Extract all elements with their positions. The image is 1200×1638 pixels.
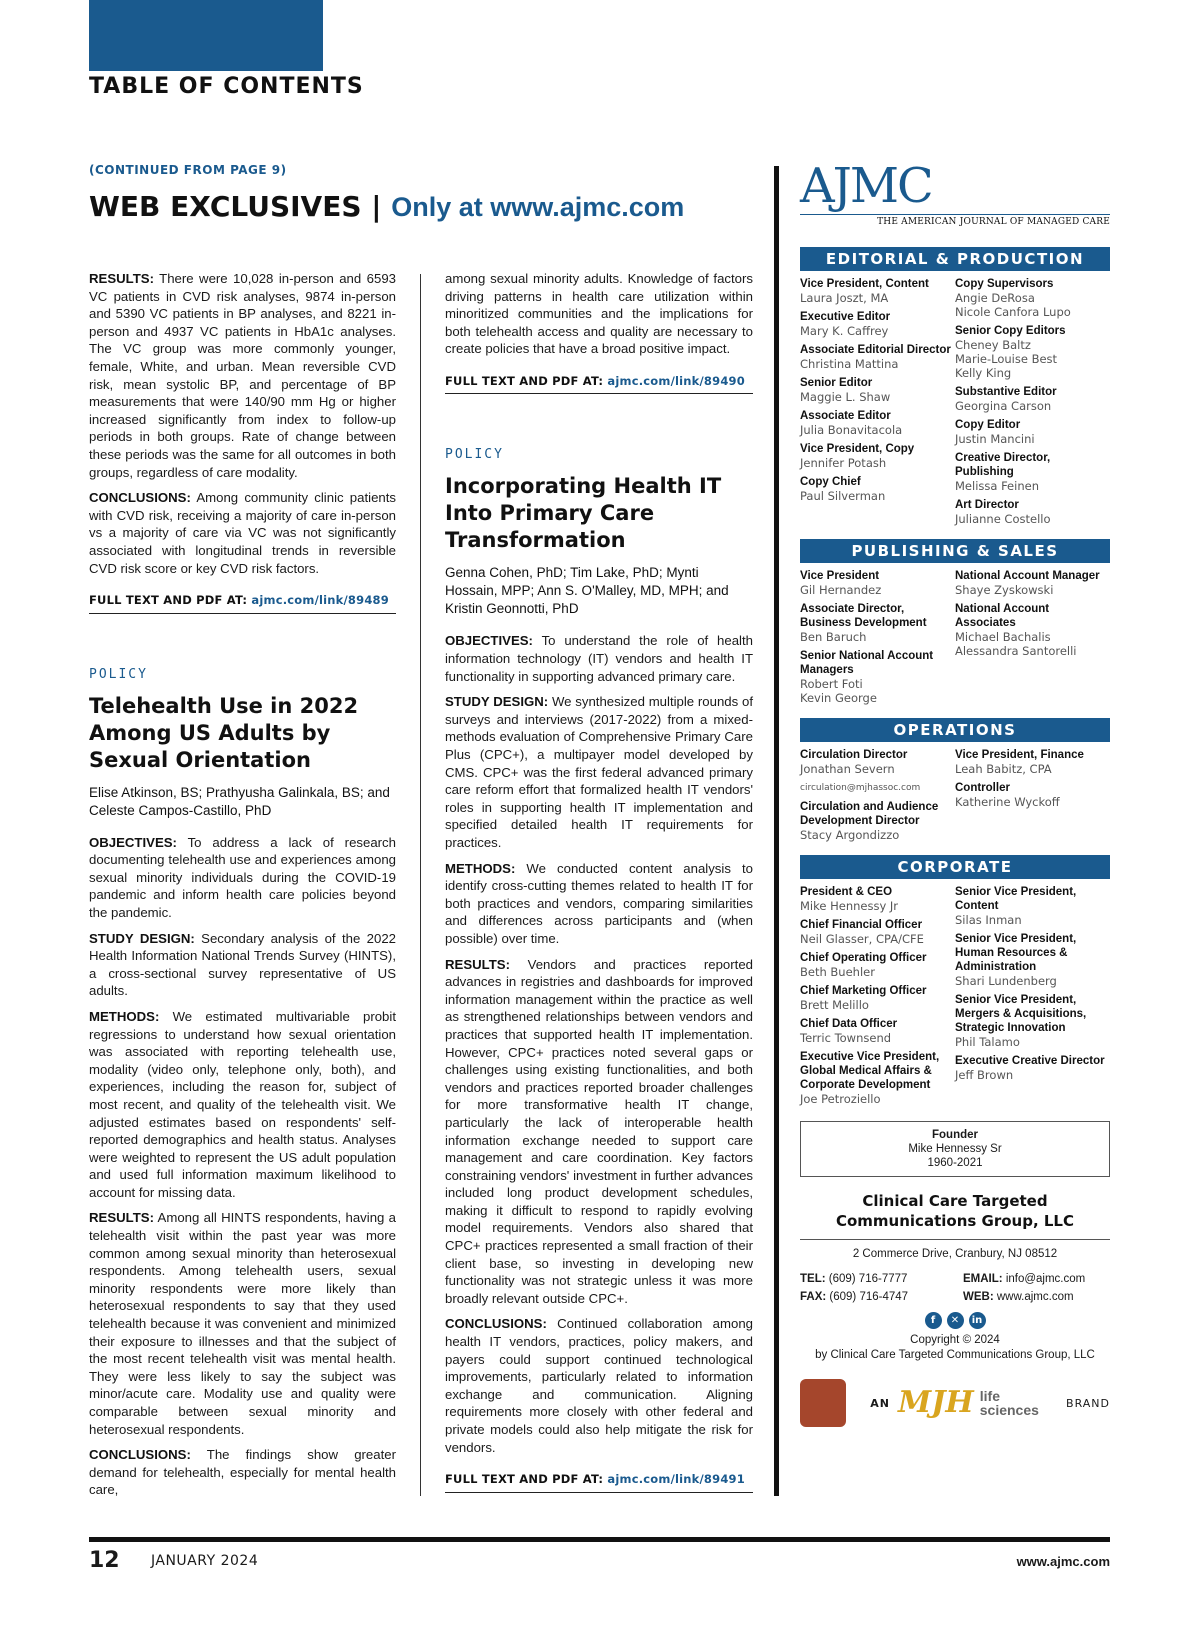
social-links bbox=[800, 1312, 1110, 1329]
company-address: 2 Commerce Drive, Cranbury, NJ 08512 bbox=[852, 1248, 1058, 1260]
staff-name: Jonathan Severn bbox=[800, 762, 895, 776]
founder-name: Mike Hennessy Sr bbox=[908, 1143, 1002, 1155]
linkedin-icon[interactable]: in bbox=[969, 1312, 986, 1329]
staff-name: Paul Silverman bbox=[800, 489, 886, 503]
staff-name: Leah Babitz, CPA bbox=[955, 762, 1052, 776]
article-title[interactable]: Telehealth Use in 2022 Among US Adults by Sexual Orientation bbox=[89, 693, 359, 772]
staff-name: Brett Melillo bbox=[800, 998, 869, 1012]
full-text-link[interactable]: ajmc.com/link/89491 bbox=[607, 1472, 745, 1487]
staff-name: Mary K. Caffrey bbox=[800, 324, 889, 338]
staff-role: Copy Editor bbox=[955, 419, 1021, 431]
editorial-grid bbox=[800, 277, 1110, 531]
fax-label: FAX: bbox=[800, 1291, 827, 1303]
header-color-bar bbox=[89, 0, 323, 71]
mjh-logo: MJH bbox=[898, 1385, 974, 1420]
corporate-left bbox=[800, 885, 955, 1111]
results-paragraph-2 bbox=[89, 1209, 396, 1438]
article-authors: Elise Atkinson, BS; Prathyusha Galinkala, BS; and Celeste Campos-Castillo, PhD bbox=[89, 784, 390, 818]
staff-name: Cheney Baltz Marie-Louise Best Kelly King bbox=[955, 338, 1058, 380]
operations-right bbox=[955, 748, 1110, 847]
web-exclusives-title: WEB EXCLUSIVES | bbox=[89, 190, 382, 223]
staff-role: Chief Financial Officer bbox=[800, 919, 923, 931]
staff-name: Gil Hernandez bbox=[800, 583, 882, 597]
fax-value: (609) 716-4747 bbox=[829, 1291, 909, 1303]
page-number: 12 bbox=[89, 1548, 120, 1573]
corporate-right bbox=[955, 885, 1110, 1111]
staff-name: Angie DeRosa Nicole Canfora Lupo bbox=[955, 291, 1071, 319]
staff-name: Mike Hennessy Jr bbox=[800, 899, 899, 913]
staff-role: President & CEO bbox=[800, 886, 893, 898]
staff-role: Vice President, Copy bbox=[800, 443, 915, 455]
staff-name: Shaye Zyskowski bbox=[955, 583, 1054, 597]
ajmc-logo: AJMC bbox=[800, 158, 932, 214]
staff-name: Jennifer Potash bbox=[800, 456, 887, 470]
methods-text: We estimated multivariable probit regressions to understand how sexual orientation was associated with reporting telehealth use, modality (video only, telephone only, both), and experiences, including the reason for, subject of most recent, and quality of the telehealth visit. We adjusted estimates based on respondents' self-reported demographics and health status. Analyses were weighted to represent the US adult population and used full information maximum likelihood to account for missing data. bbox=[89, 1008, 396, 1200]
conclusions-label: CONCLUSIONS: bbox=[89, 1447, 191, 1463]
column-divider bbox=[420, 274, 421, 1496]
full-text-label: FULL TEXT AND PDF AT: bbox=[445, 1472, 604, 1487]
operations-grid bbox=[800, 748, 1110, 847]
staff-role: Associate Director, Business Development bbox=[800, 603, 927, 629]
staff-role: National Account Manager bbox=[955, 570, 1100, 582]
mjh-brand bbox=[800, 1379, 1110, 1427]
objectives-text: To understand the role of health information technology (IT) vendors and health IT functionality in supporting advanced primary care. bbox=[445, 633, 753, 684]
staff-role: Senior Vice President, Human Resources & Administration bbox=[955, 933, 1077, 973]
staff-name: Maggie L. Shaw bbox=[800, 390, 891, 404]
staff-role: Substantive Editor bbox=[955, 386, 1057, 398]
staff-role: Senior Copy Editors bbox=[955, 325, 1066, 337]
results-text: There were 10,028 in-person and 6593 VC patients in CVD risk analyses, 9874 in-person and 5390 VC patients in BP analyses, and 8221 in-person and 4937 VC patients in HbA1c analyses. The VC group was more commonly younger, female, White, and urban. Mean reversible CVD risk, mean systolic BP, and percentage of BP measurements that were 140/90 mm Hg or higher increased significantly from index to follow-up periods in both groups. Rate of change between these periods was the same for all outcomes in both groups, regardless of care modality. bbox=[89, 271, 396, 480]
study-design-label: STUDY DESIGN: bbox=[445, 694, 549, 710]
tel-value: (609) 716-7777 bbox=[828, 1273, 908, 1285]
footer-rule bbox=[89, 1537, 1110, 1542]
conclusions-text: The findings show greater demand for telehealth, especially for mental health care, bbox=[89, 1447, 396, 1498]
full-text-link[interactable]: ajmc.com/link/89490 bbox=[607, 373, 745, 388]
founder-box bbox=[800, 1121, 1110, 1177]
full-text-link[interactable]: ajmc.com/link/89489 bbox=[251, 593, 389, 608]
staff-name: Ben Baruch bbox=[800, 630, 867, 644]
issue-date: JANUARY 2024 bbox=[151, 1553, 259, 1569]
editorial-heading: EDITORIAL & PRODUCTION bbox=[800, 247, 1110, 271]
founder-years: 1960-2021 bbox=[927, 1157, 983, 1169]
logo-subtitle: THE AMERICAN JOURNAL OF MANAGED CARE bbox=[800, 214, 1110, 227]
staff-name: Julianne Costello bbox=[955, 512, 1051, 526]
conclusions-label: CONCLUSIONS: bbox=[445, 1316, 547, 1332]
column-1 bbox=[89, 270, 396, 1507]
staff-role: Controller bbox=[955, 782, 1010, 794]
contact-info bbox=[800, 1270, 1110, 1306]
staff-role: Executive Creative Director bbox=[955, 1055, 1105, 1067]
publishing-heading: PUBLISHING & SALES bbox=[800, 539, 1110, 563]
staff-role: Copy Chief bbox=[800, 476, 861, 488]
conclusions-paragraph-2 bbox=[89, 1446, 396, 1499]
continued-note: (CONTINUED FROM PAGE 9) bbox=[89, 163, 287, 177]
conclusions-label: CONCLUSIONS: bbox=[89, 490, 191, 506]
copyright bbox=[800, 1333, 1110, 1363]
staff-name: Stacy Argondizzo bbox=[800, 828, 900, 842]
continued-paragraph: among sexual minority adults. Knowledge of factors driving patterns in health care utilization within minoritized communities and the implications for both telehealth access and quality are necessary to create policies that have a broad positive impact. bbox=[445, 271, 753, 357]
staff-name: Phil Talamo bbox=[955, 1035, 1020, 1049]
full-text-link-row bbox=[89, 595, 396, 614]
staff-role: Vice President, Content bbox=[800, 278, 929, 290]
objectives-paragraph bbox=[445, 632, 753, 685]
tel-label: TEL: bbox=[800, 1273, 826, 1285]
conclusions-text: Among community clinic patients with CVD risk, receiving a majority of care in-person vs a majority of care via VC was not significantly associated with longitudinal trends in reversible CVD risk score or key CVD risk factors. bbox=[89, 490, 396, 576]
staff-role: Art Director bbox=[955, 499, 1019, 511]
company-seal-icon bbox=[800, 1379, 846, 1427]
methods-paragraph bbox=[89, 1008, 396, 1202]
study-design-label: STUDY DESIGN: bbox=[89, 930, 195, 946]
staff-role: Chief Marketing Officer bbox=[800, 985, 927, 997]
staff-name: Robert Foti Kevin George bbox=[800, 677, 877, 705]
staff-name: Katherine Wyckoff bbox=[955, 795, 1060, 809]
staff-name: Michael Bachalis Alessandra Santorelli bbox=[955, 630, 1077, 658]
x-icon[interactable]: ✕ bbox=[947, 1312, 964, 1329]
full-text-link-row bbox=[445, 1474, 753, 1493]
full-text-label: FULL TEXT AND PDF AT: bbox=[89, 593, 248, 608]
study-design-paragraph bbox=[89, 930, 396, 1000]
staff-name: Justin Mancini bbox=[955, 432, 1035, 446]
staff-role: Copy Supervisors bbox=[955, 278, 1054, 290]
staff-name: Neil Glasser, CPA/CFE bbox=[800, 932, 924, 946]
web-label: WEB: bbox=[963, 1291, 994, 1303]
results-text: Among all HINTS respondents, having a telehealth visit within the past year was more common among sexual minority than heterosexual respondents. Among telehealth users, sexual minority respondents were more likely than heterosexual respondents to say that they used telehealth because it was convenient and minimized their exposure to illnesses and that the subject of the most recent telehealth visit was mental health. They were less likely to say the subject was minor/acute care. Modality use and quality were comparable between sexual minority and heterosexual respondents. bbox=[89, 1210, 396, 1437]
staff-role: Associate Editorial Director bbox=[800, 344, 951, 356]
footer-url[interactable]: www.ajmc.com bbox=[1016, 1554, 1110, 1569]
staff-role: Executive Editor bbox=[800, 311, 891, 323]
study-design-paragraph bbox=[445, 693, 753, 851]
staff-name: Laura Joszt, MA bbox=[800, 291, 889, 305]
staff-name: Silas Inman bbox=[955, 913, 1022, 927]
founder-label: Founder bbox=[932, 1129, 978, 1141]
results-text: Vendors and practices reported advances in registries and dashboards for improved information management within the practice as well as strengthened relationships between vendors and practices that supported health IT implementation. However, CPC+ practices noted several gaps or challenges using existing functionalities, and both vendors and practices reported broader challenges for more transformative health IT change, particularly the lack of interoperable health information exchange needed to support care management and care coordination. Key factors constraining vendors' investment in further advances included long product development schedules, making it difficult to respond to rapidly evolving model requirements. Vendors also shared that CPC+ practices represented a small fraction of their client base, so investing in developing new functionality was not strategic unless it was more broadly relevant outside CPC+. bbox=[445, 956, 753, 1306]
results-label: RESULTS: bbox=[445, 956, 510, 972]
conclusions-paragraph bbox=[445, 1315, 753, 1456]
staff-name: Georgina Carson bbox=[955, 399, 1052, 413]
methods-paragraph bbox=[445, 860, 753, 948]
article-authors: Genna Cohen, PhD; Tim Lake, PhD; Mynti Hossain, MPP; Ann S. O'Malley, MD, MPH; and Kristin Geonnotti, PhD bbox=[445, 565, 729, 617]
staff-role: Vice President, Finance bbox=[955, 749, 1084, 761]
operations-left bbox=[800, 748, 955, 847]
copyright-line-2: by Clinical Care Targeted Communications Group, LLC bbox=[815, 1349, 1095, 1361]
objectives-paragraph bbox=[89, 834, 396, 922]
staff-role: Senior Editor bbox=[800, 377, 873, 389]
staff-role: Senior National Account Managers bbox=[800, 650, 934, 676]
study-design-text: We synthesized multiple rounds of surveys and interviews (2017-2022) from a mixed-methods evaluation of Comprehensive Primary Care Plus (CPC+), a multipayer model developed by CMS. CPC+ was the first federal advanced primary care reform effort that formalized health IT vendors' roles in supporting health IT implementation and specified detailed health IT requirements for practices. bbox=[445, 694, 753, 850]
staff-role: National Account Associates bbox=[955, 603, 1050, 629]
editorial-left bbox=[800, 277, 955, 531]
brand-an: AN bbox=[870, 1396, 890, 1410]
staff-name: circulation@mjhassoc.com bbox=[800, 783, 921, 793]
corporate-grid bbox=[800, 885, 1110, 1111]
email-link[interactable]: info@ajmc.com bbox=[1005, 1273, 1086, 1285]
facebook-icon[interactable]: f bbox=[925, 1312, 942, 1329]
staff-name: Jeff Brown bbox=[955, 1068, 1014, 1082]
methods-label: METHODS: bbox=[445, 860, 516, 876]
life-sciences-text: life sciences bbox=[979, 1388, 1039, 1418]
staff-name: Melissa Feinen bbox=[955, 479, 1039, 493]
article-title[interactable]: Incorporating Health IT Into Primary Care Transformation bbox=[445, 474, 722, 553]
full-text-link-row bbox=[445, 373, 753, 395]
conclusions-paragraph bbox=[89, 489, 396, 577]
staff-role: Executive Vice President, Global Medical Affairs & Corporate Development bbox=[800, 1051, 940, 1091]
staff-role: Chief Data Officer bbox=[800, 1018, 898, 1030]
masthead bbox=[800, 158, 1110, 1427]
conclusions-text: Continued collaboration among health IT vendors, practices, policy makers, and payers could support continued technological improvements, particularly related to information exchange and communication. Aligning requirements more closely with other federal and private models could also help mitigate the risk for vendors. bbox=[445, 1316, 753, 1455]
masthead-divider bbox=[774, 166, 779, 1496]
staff-role: Creative Director, Publishing bbox=[955, 452, 1051, 478]
publishing-left bbox=[800, 569, 955, 710]
staff-role: Chief Operating Officer bbox=[800, 952, 927, 964]
company-name: Clinical Care Targeted Communications Group, LLC bbox=[800, 1191, 1110, 1240]
results-paragraph bbox=[89, 270, 396, 481]
publishing-grid bbox=[800, 569, 1110, 710]
methods-label: METHODS: bbox=[89, 1008, 160, 1024]
staff-role: Senior Vice President, Content bbox=[955, 886, 1077, 912]
objectives-text: To address a lack of research documenting telehealth use and experiences among sexual minority individuals during the COVID-19 pandemic and inform health care policies beyond the pandemic. bbox=[89, 834, 396, 920]
staff-name: Julia Bonavitacola bbox=[800, 423, 903, 437]
email-label: EMAIL: bbox=[963, 1273, 1003, 1285]
staff-role: Vice President bbox=[800, 570, 880, 582]
section-label-policy: POLICY bbox=[89, 666, 148, 682]
objectives-label: OBJECTIVES: bbox=[445, 633, 533, 649]
web-exclusives-url: Only at www.ajmc.com bbox=[391, 192, 685, 222]
results-label: RESULTS: bbox=[89, 271, 154, 286]
methods-text: We conducted content analysis to identify cross-cutting themes related to health IT for both practices and vendors, comparing similarities and differences across participants and (when possible) over time. bbox=[445, 860, 753, 946]
staff-name: Beth Buehler bbox=[800, 965, 875, 979]
section-title: TABLE OF CONTENTS bbox=[89, 74, 364, 99]
web-link[interactable]: www.ajmc.com bbox=[996, 1291, 1074, 1303]
staff-name: Terric Townsend bbox=[800, 1031, 892, 1045]
web-exclusives-heading bbox=[89, 192, 684, 223]
operations-heading: OPERATIONS bbox=[800, 718, 1110, 742]
editorial-right bbox=[955, 277, 1110, 531]
staff-name: Christina Mattina bbox=[800, 357, 899, 371]
results-paragraph bbox=[445, 956, 753, 1308]
results-label: RESULTS: bbox=[89, 1210, 154, 1226]
copyright-line-1: Copyright © 2024 bbox=[910, 1334, 1000, 1346]
full-text-label: FULL TEXT AND PDF AT: bbox=[445, 373, 604, 388]
section-label-policy: POLICY bbox=[445, 447, 504, 463]
brand-word: BRAND bbox=[1066, 1396, 1110, 1410]
staff-name: Shari Lundenberg bbox=[955, 974, 1057, 988]
column-2 bbox=[445, 270, 753, 1493]
objectives-label: OBJECTIVES: bbox=[89, 834, 177, 850]
staff-role: Circulation Director bbox=[800, 749, 908, 761]
staff-name: Joe Petroziello bbox=[800, 1092, 881, 1106]
study-design-text: Secondary analysis of the 2022 Health Information National Trends Survey (HINTS), a cross-sectional survey representative of US adults. bbox=[89, 930, 396, 999]
publishing-right bbox=[955, 569, 1110, 710]
corporate-heading: CORPORATE bbox=[800, 855, 1110, 879]
staff-role: Circulation and Audience Development Director bbox=[800, 801, 939, 827]
staff-role: Senior Vice President, Mergers & Acquisitions, Strategic Innovation bbox=[955, 994, 1087, 1034]
staff-role: Associate Editor bbox=[800, 410, 891, 422]
